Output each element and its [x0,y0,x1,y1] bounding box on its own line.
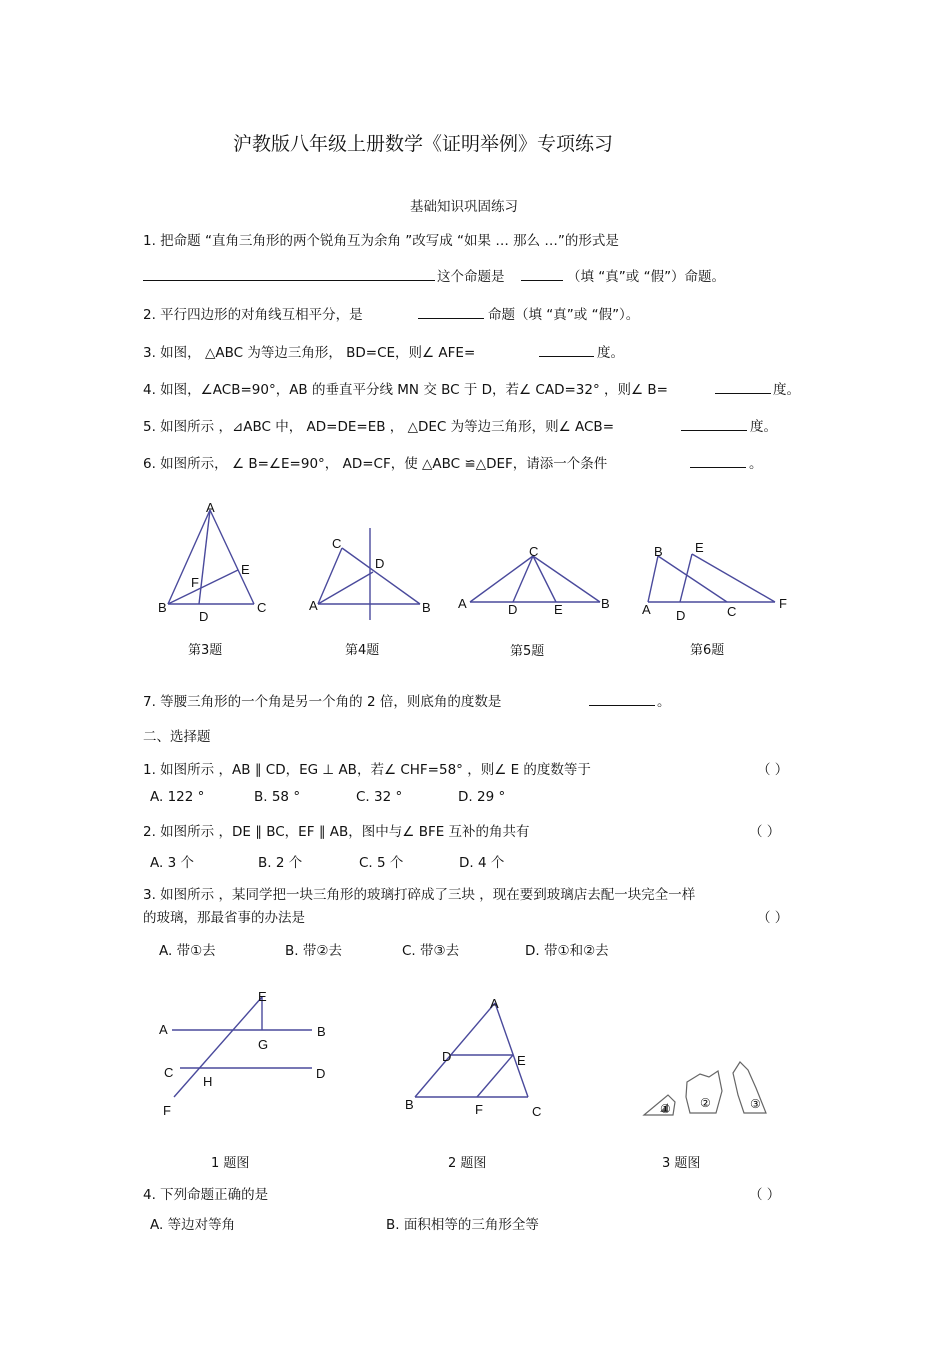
question-7: 7. 等腰三角形的一个角是另一个角的 2 倍，则底角的度数是 [143,694,502,710]
choice-question-3-line2: 的玻璃，那最省事的办法是 [143,910,305,926]
figure-c1-parallel-lines [172,997,312,1097]
piece-label: ③ [750,1097,761,1111]
figure-caption: 第5题 [510,644,545,659]
option-b[interactable]: B. 2 个 [258,855,303,871]
question-6-tail: 。 [749,456,763,472]
choice-question-1: 1. 如图所示 ，AB ∥ CD，EG ⊥ AB，若∠ CHF=58° ，则∠ E 的度数等于 [143,762,591,778]
point-label: F [163,1103,171,1118]
question-1-line2: 这个命题是 [437,269,505,285]
option-c[interactable]: C. 带③去 [402,943,460,959]
point-label: D [199,609,209,624]
point-label: F [475,1102,483,1117]
point-label: B [654,544,663,559]
question-3: 3. 如图， △ABC 为等边三角形， BD=CE，则∠ AFE= [143,345,476,361]
option-a[interactable]: A. 带①去 [159,943,216,959]
point-label: C [332,536,342,551]
point-label: D [676,608,686,623]
point-label: B [158,600,167,615]
figure-caption: 第3题 [188,643,223,658]
choice-question-2: 2. 如图所示 ，DE ∥ BC，EF ∥ AB，图中与∠ BFE 互补的角共有 [143,824,530,840]
point-label: A [159,1022,168,1037]
point-label: H [203,1074,213,1089]
point-label: A [490,996,499,1011]
answer-blank[interactable] [690,453,746,468]
point-label: C [164,1065,174,1080]
answer-blank[interactable] [539,342,594,357]
answer-parentheses[interactable]: （ ） [757,762,789,778]
figure-3-triangle [168,510,254,604]
point-label: D [316,1066,326,1081]
option-d[interactable]: D. 29 ° [458,789,506,805]
figures-row-bottom [0,985,950,1130]
answer-blank[interactable] [418,304,484,319]
option-d[interactable]: D. 带①和②去 [525,943,609,959]
answer-blank[interactable] [143,266,435,281]
point-label: C [529,544,539,559]
option-a[interactable]: A. 122 ° [150,789,205,805]
section-heading-choice: 二、选择题 [143,729,211,745]
point-label: E [241,562,250,577]
answer-blank[interactable] [681,416,747,431]
point-label: A [206,500,215,515]
question-3-tail: 度。 [597,345,624,361]
question-1-line1: 1. 把命题 “直角三角形的两个锐角互为余角 ”改写成 “如果 … 那么 …”的形式是 [143,233,619,249]
answer-parentheses[interactable]: （ ） [749,1187,781,1203]
figure-caption: 2 题图 [448,1156,487,1171]
point-label: C [532,1104,542,1119]
piece-label: ② [700,1096,711,1110]
point-label: D [508,602,518,617]
figure-caption: 第6题 [690,643,725,658]
point-label: E [695,540,704,555]
question-7-tail: 。 [657,694,671,710]
figure-5-triangle [470,556,600,602]
choice-question-3-line1: 3. 如图所示 ，某同学把一块三角形的玻璃打碎成了三块 ，现在要到玻璃店去配一块完全一样 [143,887,696,903]
question-4-tail: 度。 [773,382,800,398]
point-label: A [458,596,467,611]
figure-caption: 1 题图 [211,1156,250,1171]
figure-caption: 第4题 [345,643,380,658]
point-label: E [517,1053,526,1068]
section-heading-basic: 基础知识巩固练习 [410,199,518,215]
point-label: A [642,602,651,617]
point-label: D [375,556,385,571]
point-label: A [309,598,318,613]
point-label: F [779,596,787,611]
figure-caption: 3 题图 [662,1156,701,1171]
page-title: 沪教版八年级上册数学《证明举例》专项练习 [233,133,614,155]
point-label: D [442,1049,452,1064]
point-label: E [258,989,267,1004]
point-label: C [257,600,267,615]
choice-question-4: 4. 下列命题正确的是 [143,1187,269,1203]
question-5-tail: 度。 [750,419,777,435]
figures-row-top [0,490,950,630]
question-2-tail: 命题（填 “真”或 “假”）。 [488,307,640,323]
point-label: G [258,1037,269,1052]
piece-label: ① [660,1102,671,1116]
figure-c2-triangle [415,1003,528,1097]
point-label: E [554,602,563,617]
point-label: F [191,575,199,590]
answer-blank[interactable] [521,266,563,281]
point-label: B [317,1024,326,1039]
option-b[interactable]: B. 58 ° [254,789,301,805]
question-1-line2-tail: （填 “真”或 “假”）命题。 [567,269,726,285]
question-6: 6. 如图所示， ∠ B=∠E=90°， AD=CF，使 △ABC ≌△DEF，请添一个条件 [143,456,608,472]
answer-blank[interactable] [715,379,771,394]
answer-parentheses[interactable]: （ ） [757,910,789,926]
option-a[interactable]: A. 等边对等角 [150,1217,236,1233]
point-label: C [727,604,737,619]
question-5: 5. 如图所示 ，⊿ABC 中， AD=DE=EB ， △DEC 为等边三角形，则∠ ACB= [143,419,615,435]
answer-parentheses[interactable]: （ ） [749,824,781,840]
question-2: 2. 平行四边形的对角线互相平分，是 [143,307,363,323]
point-label: B [405,1097,414,1112]
option-a[interactable]: A. 3 个 [150,855,194,871]
option-b[interactable]: B. 面积相等的三角形全等 [386,1217,539,1233]
figure-6-triangles [648,554,775,602]
point-label: B [601,596,610,611]
question-4: 4. 如图，∠ACB=90°，AB 的垂直平分线 MN 交 BC 于 D，若∠ CAD=32° ，则∠ B= [143,382,668,398]
option-b[interactable]: B. 带②去 [285,943,342,959]
point-label: B [422,600,431,615]
option-c[interactable]: C. 5 个 [359,855,404,871]
answer-blank[interactable] [589,691,655,706]
option-c[interactable]: C. 32 ° [356,789,403,805]
option-d[interactable]: D. 4 个 [459,855,505,871]
